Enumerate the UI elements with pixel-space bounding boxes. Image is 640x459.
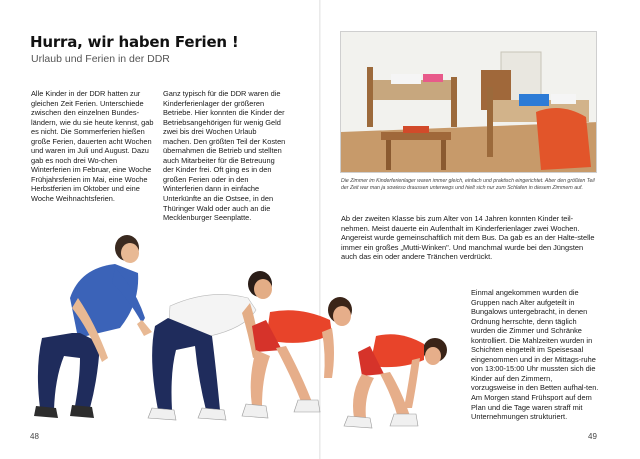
page-title: Hurra, wir haben Ferien !	[30, 33, 239, 51]
page-number-left: 48	[30, 432, 39, 441]
child-red-shirt-1	[242, 297, 352, 418]
camp-room-photo	[340, 31, 597, 173]
child-blue-shirt	[34, 235, 152, 418]
page-subtitle: Urlaub und Ferien in der DDR	[31, 53, 170, 65]
body-paragraph-1: Ab der zweiten Klasse bis zum Alter von 14 Jahren konnten Kinder teil-nehmen. Meist dauerte ein Aufenthalt im Kinderferienlager zwei Wochen. Angereist wurde gemeinschaftlich mit dem Bus. Da gab es an der Halte-stelle immer ein großes „Mutti-Winken". Und manchmal wurde bei den Jüngsten auch das ein oder andere Tränchen verdrückt.	[341, 214, 595, 262]
body-text-column-1: Alle Kinder in der DDR hatten zur gleichen Zeit Ferien. Unterschiede zwischen den einzelnen Bundes-ländern, wie du sie heute kennst, gab es nicht. Die Sommerferien hießen große Ferien, dauerten acht Wochen und waren im Juli und August. Dazu gab es noch drei Wo-chen Winterferien im Februar, eine Woche Frühjahrsferien im Mai, eine Woche Herbstferien im Oktober und eine Woche Weihnachtsferien.	[31, 89, 154, 204]
body-text-column-2: Ganz typisch für die DDR waren die Kinderferienlager der größeren Betriebe. Hier konnten die Kinder der Betriebsangehörigen für wenig Geld zwei bis drei Wochen Urlaub machen. Den größten Teil der Kosten übernahmen die Betrieb und stellten auch Mitarbeiter für die Betreuung der Kinder frei. Oft ging es in den großen Ferien oder in den Winterferien dann in einfache Unterkünfte an die Ostsee, in den Thüringer Wald oder auch an die Mecklenburger Seenplatte.	[163, 89, 286, 223]
photo-caption: Die Zimmer im Kinderferienlager waren immer gleich, einfach und praktisch eingerichtet. Aber den größten Teil der Zeit war man ja sowieso draussen unterwegs und hielt sich nur zum Schlafen in diesem Zimmern auf.	[341, 178, 595, 191]
body-paragraph-2: Einmal angekommen wurden die Gruppen nach Alter aufgeteilt in Bungalows untergebracht, in denen Ordnung herrschte, denn täglich wurden die Zimmer und Schränke kontrolliert. Die Mahlzeiten wurden in Schichten eingeteilt im Speisesaal eingenommen und in der Mittags-ruhe von 13:00-15:00 Uhr mussten sich die Kinder auf den Zimmern, vorzugsweise in den Betten aufhal-ten. Am Morgen stand Frühsport auf dem Plan und die Tage waren straff mit Unternehmungen strukturiert.	[471, 288, 599, 422]
child-red-shirt-2	[344, 334, 447, 428]
page-number-right: 49	[588, 432, 597, 441]
